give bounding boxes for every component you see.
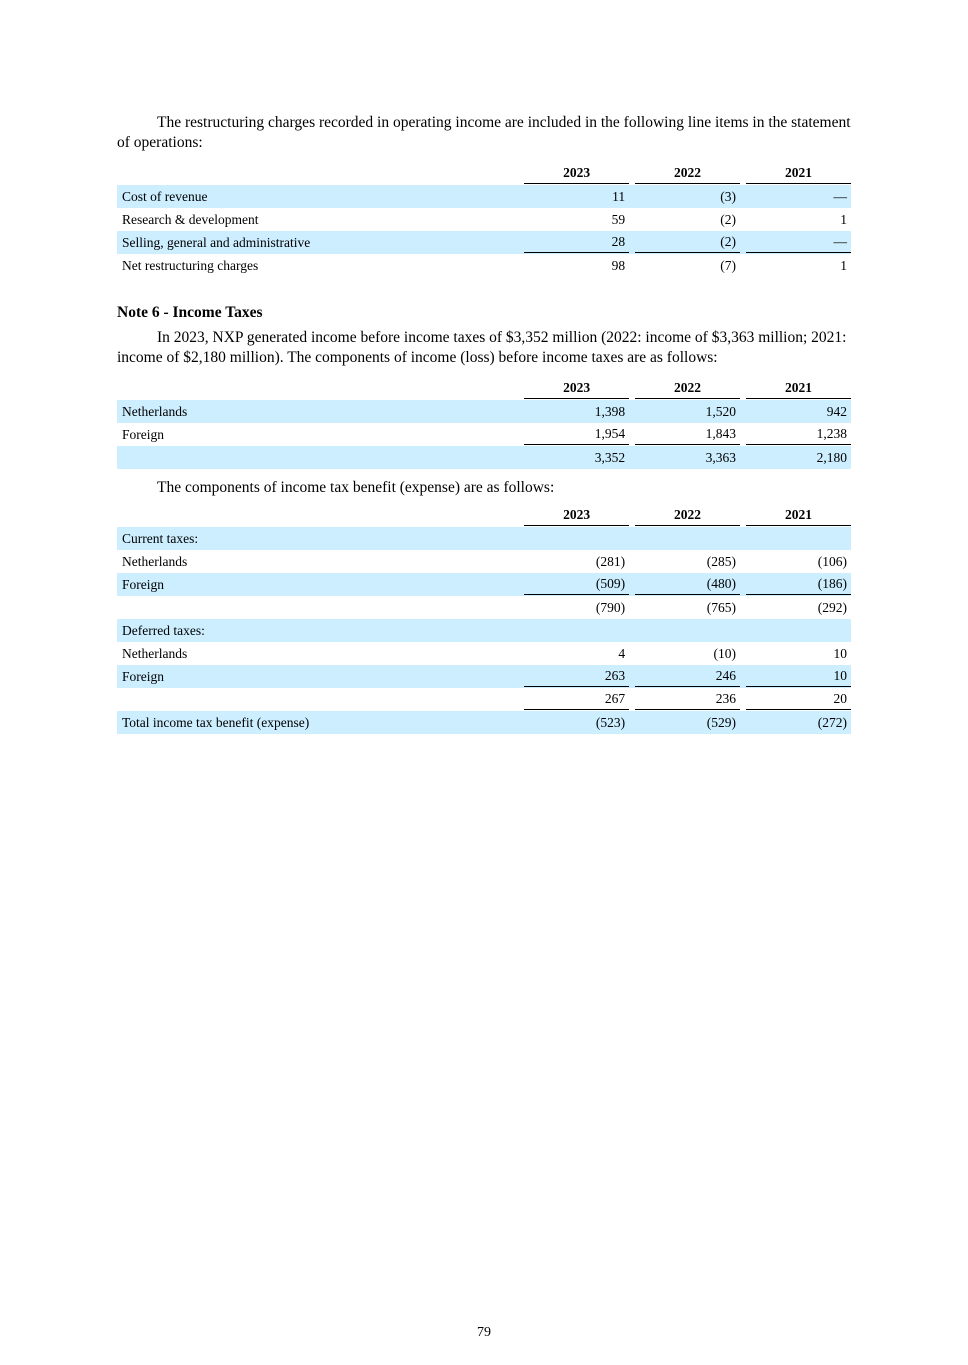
row-label: Total income tax benefit (expense): [117, 711, 518, 734]
table-header-row: [117, 504, 851, 527]
cell-2021: (106): [817, 553, 847, 569]
table-row: [117, 711, 851, 734]
row-label: Foreign: [122, 426, 164, 442]
year-header: 2021: [740, 504, 851, 527]
year-header: 2023: [518, 377, 629, 400]
cell-2022: 236: [629, 688, 740, 711]
cell-2021: [740, 527, 851, 550]
cell-2023: (281): [595, 553, 626, 569]
cell-2022: (285): [706, 553, 737, 569]
year-header: 2022: [629, 377, 740, 400]
table-row: [117, 619, 851, 642]
cell-2022: (7): [720, 257, 737, 273]
cell-2021: 1,238: [740, 423, 851, 446]
cell-2021: 20: [740, 688, 851, 711]
row-label: Foreign: [117, 573, 518, 596]
table-header-row: [117, 162, 851, 185]
table-row: [117, 596, 851, 619]
row-label: Current taxes:: [117, 527, 518, 550]
year-header: 2023: [518, 504, 629, 527]
row-label: Netherlands: [117, 400, 518, 423]
year-header: 2023: [518, 162, 629, 185]
cell-2022: [629, 527, 740, 550]
table-row: [117, 688, 851, 711]
cell-2021: 1: [840, 211, 847, 227]
cell-2021: [740, 619, 851, 642]
cell-2021: 1: [840, 257, 847, 273]
row-label: Net restructuring charges: [122, 257, 259, 273]
row-label: [117, 446, 518, 469]
cell-2021: —: [740, 185, 851, 208]
cell-2023: 11: [518, 185, 629, 208]
cell-2021: (292): [817, 599, 847, 615]
table-row: [117, 231, 851, 254]
income-before-taxes-table: [117, 377, 851, 469]
table-row: [117, 208, 851, 231]
note-title: Note 6 - Income Taxes: [117, 304, 263, 321]
table-row: [117, 423, 851, 446]
row-label: Selling, general and administrative: [117, 231, 518, 254]
income-tax-components-table: [117, 504, 851, 734]
tax-components-paragraph: The components of income tax benefit (expense) are as follows:: [157, 479, 555, 496]
year-header: 2022: [629, 504, 740, 527]
cell-2023: 3,352: [518, 446, 629, 469]
page-number: 79: [477, 1325, 491, 1340]
cell-2023: (790): [595, 599, 626, 615]
cell-2021: (272): [740, 711, 851, 734]
cell-2021: 942: [740, 400, 851, 423]
cell-2021: —: [740, 231, 851, 254]
year-header: 2022: [629, 162, 740, 185]
row-label: Netherlands: [122, 645, 188, 661]
cell-2022: (10): [713, 645, 737, 661]
table-row: [117, 446, 851, 469]
cell-2021: 10: [833, 645, 847, 661]
income-taxes-paragraph: In 2023, NXP generated income before income taxes of $3,352 million (2022: income of $3,363 million; 2021: income of $2,180 million). The components of income (loss) before income taxes are as follows:: [117, 329, 847, 366]
cell-2023: 4: [618, 645, 626, 661]
cell-2023: [518, 527, 629, 550]
cell-2022: (480): [629, 573, 740, 596]
cell-2022: [629, 619, 740, 642]
cell-2023: (509): [518, 573, 629, 596]
cell-2023: (523): [518, 711, 629, 734]
cell-2022: 1,843: [629, 423, 740, 446]
row-label: Deferred taxes:: [117, 619, 518, 642]
table-row: [117, 254, 851, 277]
cell-2022: 3,363: [629, 446, 740, 469]
row-label: Foreign: [117, 665, 518, 688]
cell-2023: 1,954: [518, 423, 629, 446]
year-header: 2021: [740, 377, 851, 400]
year-header: 2021: [740, 162, 851, 185]
cell-2023: 28: [518, 231, 629, 254]
table-header-row: [117, 377, 851, 400]
cell-2023: 1,398: [518, 400, 629, 423]
table-row: [117, 573, 851, 596]
row-label: Research & development: [122, 211, 259, 227]
restructuring-charges-table: [117, 162, 851, 277]
row-label: [117, 688, 518, 711]
row-label: Cost of revenue: [117, 185, 518, 208]
table-row: [117, 400, 851, 423]
table-row: [117, 527, 851, 550]
cell-2023: 98: [611, 257, 626, 273]
table-row: [117, 642, 851, 665]
cell-2021: (186): [740, 573, 851, 596]
cell-2022: (2): [629, 231, 740, 254]
cell-2022: (2): [720, 211, 737, 227]
cell-2021: 10: [740, 665, 851, 688]
row-label: Netherlands: [122, 553, 188, 569]
cell-2023: 267: [518, 688, 629, 711]
cell-2022: (765): [706, 599, 737, 615]
cell-2022: 1,520: [629, 400, 740, 423]
cell-2021: 2,180: [740, 446, 851, 469]
row-label: [117, 596, 518, 619]
cell-2023: 59: [611, 211, 626, 227]
table-row: [117, 550, 851, 573]
cell-2022: 246: [629, 665, 740, 688]
table-row: [117, 665, 851, 688]
cell-2023: 263: [518, 665, 629, 688]
cell-2022: (529): [629, 711, 740, 734]
cell-2023: [518, 619, 629, 642]
restructuring-intro-paragraph: The restructuring charges recorded in operating income are included in the following line items in the statement of operations:: [117, 114, 851, 151]
cell-2022: (3): [629, 185, 740, 208]
table-row: [117, 185, 851, 208]
